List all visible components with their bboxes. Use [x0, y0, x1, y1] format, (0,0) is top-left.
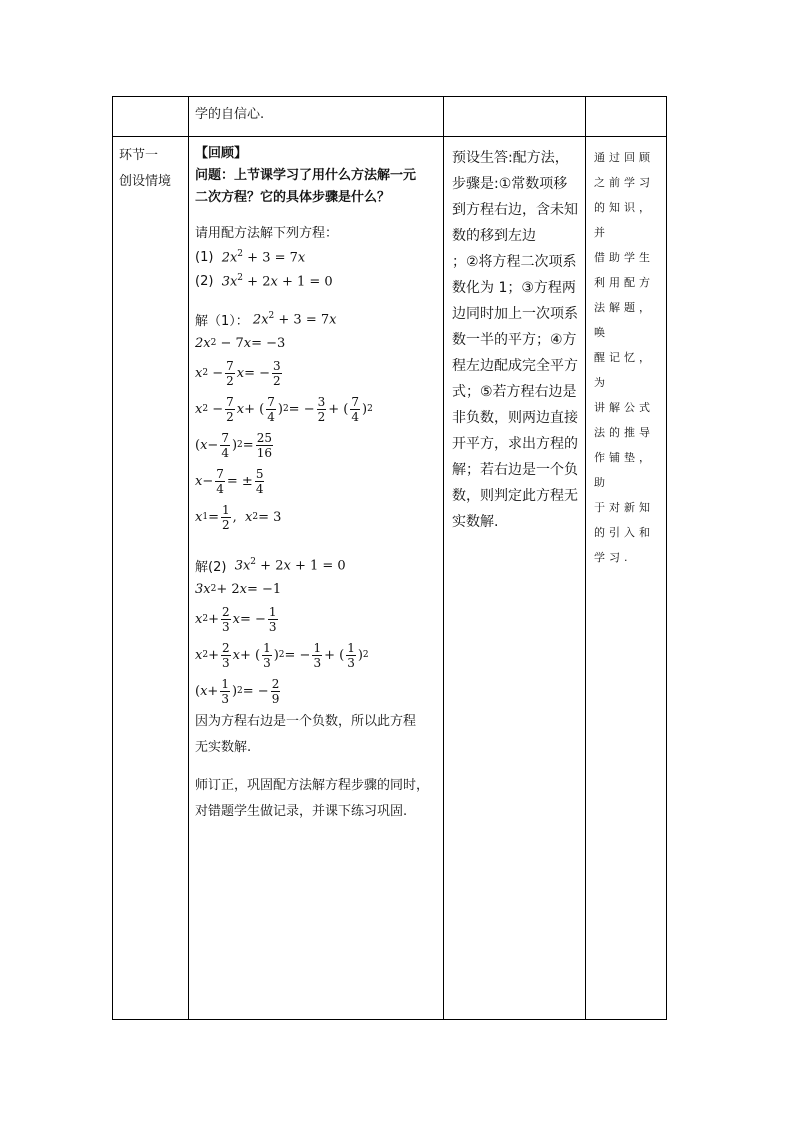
solution-1-header: 解（1）： $2x^2 + 3 = 7x$ [195, 310, 337, 329]
design-intent-line: 法解题，唤 [594, 301, 654, 339]
predicted-answer-line: 数的移到左边 [452, 228, 536, 244]
equation-step: x − $\frac{7}{4}$ = ± $\frac{5}{4}$ [195, 466, 264, 496]
table-row [113, 137, 667, 1020]
stage-line: 环节一 [119, 148, 159, 163]
predicted-answer-line: 解；若右边是一个负 [452, 462, 578, 478]
stage-cell [113, 137, 189, 1020]
problem-label: (1) [195, 249, 214, 265]
equation-step: ( x + $\frac{1}{3}$ ) 2 = − $\frac{2}{9}$ [195, 676, 280, 706]
cell-empty [113, 97, 189, 137]
predicted-answer-cell [444, 137, 586, 1020]
solution-2-header: 解(2) $3x^2 + 2x + 1 = 0$ [195, 556, 346, 575]
design-intent-cell [586, 137, 667, 1020]
predicted-answer-line: 数一半的平方；④方 [452, 332, 577, 348]
predicted-answer-line: 数，则判定此方程无 [452, 488, 578, 504]
design-intent-line: 法的推导 [594, 426, 654, 439]
equation-step: 2x 2 − 7 x = −3 [195, 335, 286, 351]
design-intent-line: 醒记忆，为 [594, 351, 654, 389]
question-line: 问题：上节课学习了用什么方法解一元 [195, 168, 417, 183]
cell-empty [586, 97, 667, 137]
problem-1: (1) $2x^2 + 3 = 7x$ [195, 248, 306, 266]
equation-step: 3x 2 + 2 x = −1 [195, 581, 282, 597]
table-row [113, 97, 667, 137]
equation-step: x 2 − $\frac{7}{2}$ x = − $\frac{3}{2}$ [195, 358, 281, 388]
lesson-plan-table [112, 96, 667, 1020]
problem-2: (2) $3x^2 + 2x + 1 = 0$ [195, 272, 333, 290]
design-intent-line: 借助学生 [594, 251, 654, 264]
predicted-answer-line: 到方程右边，含未知 [452, 202, 578, 218]
stage-line: 创设情境 [119, 174, 172, 189]
predicted-answer-line: ；②将方程二次项系 [452, 254, 577, 270]
prompt: 请用配方法解下列方程： [195, 226, 339, 241]
equation-step: x 2 + $\frac{2}{3}$ x + ( $\frac{1}{3}$ ) 2 = − $\frac{1}{3}$ + ( $\frac{1}{3}$ ) 2 [195, 640, 369, 670]
solution-label: 解（1）： [195, 313, 249, 329]
predicted-answer-line: 实数解. [452, 514, 499, 530]
equation-step: x 2 + $\frac{2}{3}$ x = − $\frac{1}{3}$ [195, 604, 277, 634]
equation-result: x 1 = $\frac{1}{2}$ , x 2 = 3 [195, 502, 282, 532]
conclusion-line: 因为方程右边是一个负数，所以此方程 [195, 714, 417, 729]
teaching-content-cell [189, 137, 444, 1020]
predicted-answer-line: 边同时加上一次项系 [452, 306, 578, 322]
design-intent-line: 学习. [594, 551, 632, 564]
predicted-answer-line: 开平方，求出方程的 [452, 436, 578, 452]
predicted-answer-line: 非负数，则两边直接 [452, 410, 578, 426]
predicted-answer-line: 程左边配成完全平方 [452, 358, 578, 374]
question-line: 二次方程？它的具体步骤是什么？ [195, 190, 391, 205]
predicted-answer-line: 步骤是:①常数项移 [452, 176, 568, 192]
design-intent-line: 作铺垫，助 [594, 451, 654, 489]
design-intent-line: 利用配方 [594, 276, 654, 289]
problem-label: (2) [195, 273, 214, 289]
conclusion-line: 无实数解. [195, 740, 252, 755]
design-intent-line: 于对新知 [594, 501, 654, 514]
design-intent-line: 通过回顾 [594, 151, 654, 164]
predicted-answer-line: 预设生答:配方法， [452, 150, 569, 166]
solution-label: 解(2) [195, 559, 227, 575]
design-intent-line: 讲解公式 [594, 401, 654, 414]
predicted-answer-line: 数化为 1；③方程两 [452, 280, 576, 296]
teacher-note-line: 对错题学生做记录，并课下练习巩固. [195, 804, 408, 819]
design-intent-line: 的引入和 [594, 526, 654, 539]
teacher-note-line: 师订正，巩固配方法解方程步骤的同时， [195, 778, 430, 793]
equation-step: ( x − $\frac{7}{4}$ ) 2 = $\frac{25}{16}$ [195, 430, 272, 460]
predicted-answer-line: 式；⑤若方程右边是 [452, 384, 577, 400]
equation-step: x 2 − $\frac{7}{2}$ x + ( $\frac{7}{4}$ ) 2 = − $\frac{3}{2}$ + ( $\frac{7}{4}$ ) 2 [195, 394, 373, 424]
review-heading: 【回顾】 [195, 146, 248, 161]
design-intent-line: 的知识，并 [594, 201, 654, 239]
cell-top-content: 学的自信心. [189, 97, 444, 137]
design-intent-line: 之前学习 [594, 176, 654, 189]
cell-empty [444, 97, 586, 137]
